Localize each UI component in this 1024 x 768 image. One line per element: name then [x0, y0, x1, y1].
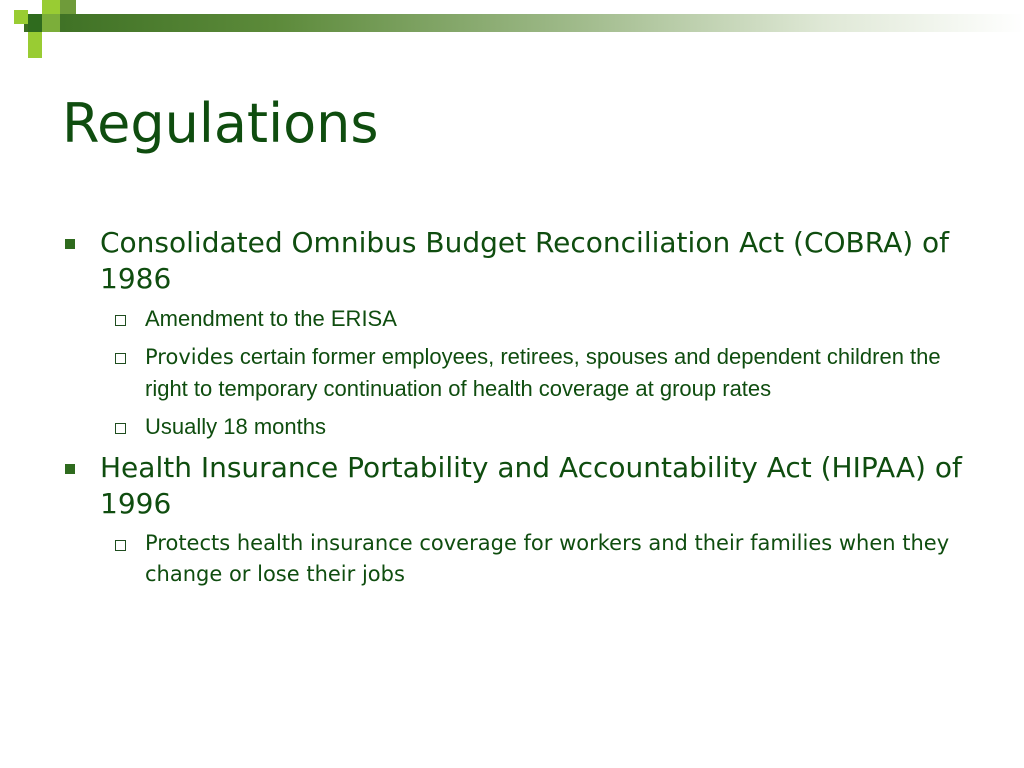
decorative-square-icon	[28, 32, 42, 46]
bullet-hipaa	[62, 450, 962, 522]
slide-content	[62, 225, 962, 598]
subitem-erisa	[107, 303, 962, 334]
hollow-square-icon	[115, 353, 126, 364]
subitem-lead: Provides	[145, 345, 234, 369]
decorative-square-icon	[28, 46, 42, 58]
subitem-protects	[107, 528, 962, 590]
hipaa-subitems	[62, 528, 962, 590]
bullet-text: Health Insurance Portability and Accountability Act (HIPAA) of 1996	[100, 451, 962, 520]
decorative-square-icon	[14, 10, 28, 24]
decorative-square-icon	[42, 14, 60, 32]
subitem-text: Usually 18 months	[145, 414, 326, 439]
decorative-square-icon	[42, 32, 56, 46]
hollow-square-icon	[115, 315, 126, 326]
cobra-subitems	[62, 303, 962, 442]
subitem-text: certain former employees, retirees, spouses and dependent children the right to temporary continuation of health coverage at group rates	[145, 344, 941, 401]
subitem-duration	[107, 411, 962, 442]
hollow-square-icon	[115, 423, 126, 434]
decorative-square-icon	[42, 0, 60, 14]
header-gradient-bar	[24, 14, 1024, 32]
filled-square-icon	[65, 464, 75, 474]
bullet-text: Consolidated Omnibus Budget Reconciliation Act (COBRA) of 1986	[100, 226, 950, 295]
decorative-square-icon	[28, 14, 42, 32]
hollow-square-icon	[115, 540, 126, 551]
subitem-text: Protects health insurance coverage for workers and their families when they change or lose their jobs	[145, 531, 950, 586]
bullet-cobra	[62, 225, 962, 297]
subitem-text: Amendment to the ERISA	[145, 306, 397, 331]
decorative-square-icon	[60, 0, 76, 14]
slide-title: Regulations	[62, 92, 379, 155]
filled-square-icon	[65, 239, 75, 249]
subitem-provides	[107, 341, 962, 404]
